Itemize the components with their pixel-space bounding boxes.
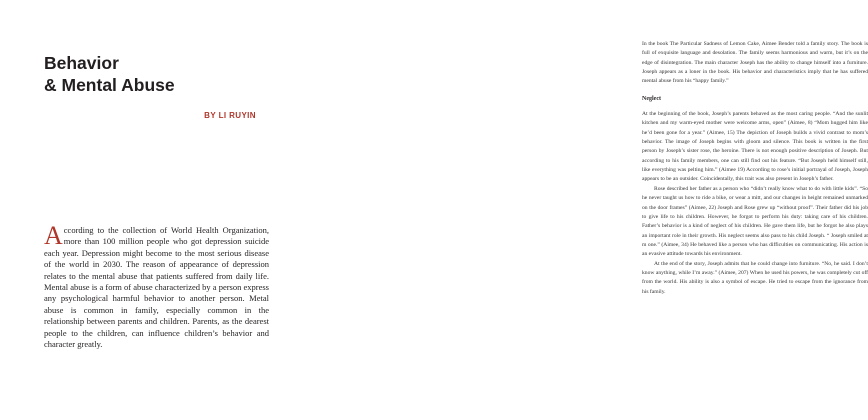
paragraph-gap [642, 87, 868, 95]
body-paragraph-4: At the end of the story, Joseph admits that he could change into furniture. “No, he said. I don’t know anything, while I’m away.” (Aimee, 207) When he used his powers, he was completely cut off from the world. His ability is also a symbol of escape. He tried to escape from the ignorance from his family. [642, 260, 868, 295]
body-column [642, 40, 868, 297]
body-paragraph-2: At the beginning of the book, Joseph’s parents behaved as the most caring people. “And the sunlit kitchen and my warm-eyed mother were welcome arms, open” (Aimee, 8) “Mom hugged him like he’d been gone for a year.” (Aimee, 15) The depiction of Joseph builds a vivid contrast to mom’s behavior. The image of Joseph begins with gloom and silence. This book is written in the first person by Joseph’s sister rose, the heroine. There is not enough positive description of Joseph. But according to his family members, one can still find out his feature. “But Joseph held himself still, like everything was pelting him.” (Aimee 19) According to rose’s initial portrayal of Joseph, Joseph appears to be an outsider. Coincidentally, this trait was also present in Joseph’s father. [642, 111, 868, 183]
left-page [0, 0, 300, 420]
intro-paragraph [44, 221, 269, 350]
title-line-1: Behavior [44, 53, 119, 73]
section-heading: Neglect [642, 95, 661, 102]
drop-cap: A [44, 221, 63, 250]
body-paragraph-3: Rose described her father as a person who “didn’t really know what to do with little kids”. “So he never taught us how to ride a bike, or wear a mitt, and our changes in height remained unmarked on the door frames” (Aimee, 22) Joseph and Rose grew up “without proof”. Their father did his job to give life to his children. However, he forgot to perform his duty: taking care of his children. Father’s behavior is a kind of neglect of his children. He gave them life, but he forgot he also plays an important role in their growth. His neglect seems also pass to his child Joseph. “ Joseph smiled at m one.” (Aimee, 34) He behaved like a person who has difficulties on communicating. His action is an evasive attitude towards his environment. [642, 185, 868, 258]
article-title [44, 52, 284, 96]
right-page [300, 0, 868, 420]
intro-text: ccording to the collection of World Health Organization, more than 100 million people who got depression suicide each year. Depression might become to the most serious disease of the world in 2030. The reason of appearance of depression relates to the mental abuse that patients suffered from daily life. Mental abuse is a form of abuse characterized by a person express any psychological harmful behavior to another person. Metal abuse is common in family, especially common in the relationship between parents and children. Parents, as the dearest people to the children, can influence children’s behavior and character greatly. [44, 225, 269, 350]
title-line-2: & Mental Abuse [44, 75, 175, 95]
body-paragraph-1: In the book The Particular Sadness of Lemon Cake, Aimee Bender told a family story. The book is full of exquisite language and desolation. The family seems harmonious and warm, but it’s on the edge of disintegration. The main character Joseph has the ability to change himself into a furniture. Joseph appears as a loner in the book. His behavior and characteristics imply that he has suffered mental abuse from his “happy family.” [642, 41, 868, 85]
byline: BY LI RUYIN [204, 111, 256, 120]
